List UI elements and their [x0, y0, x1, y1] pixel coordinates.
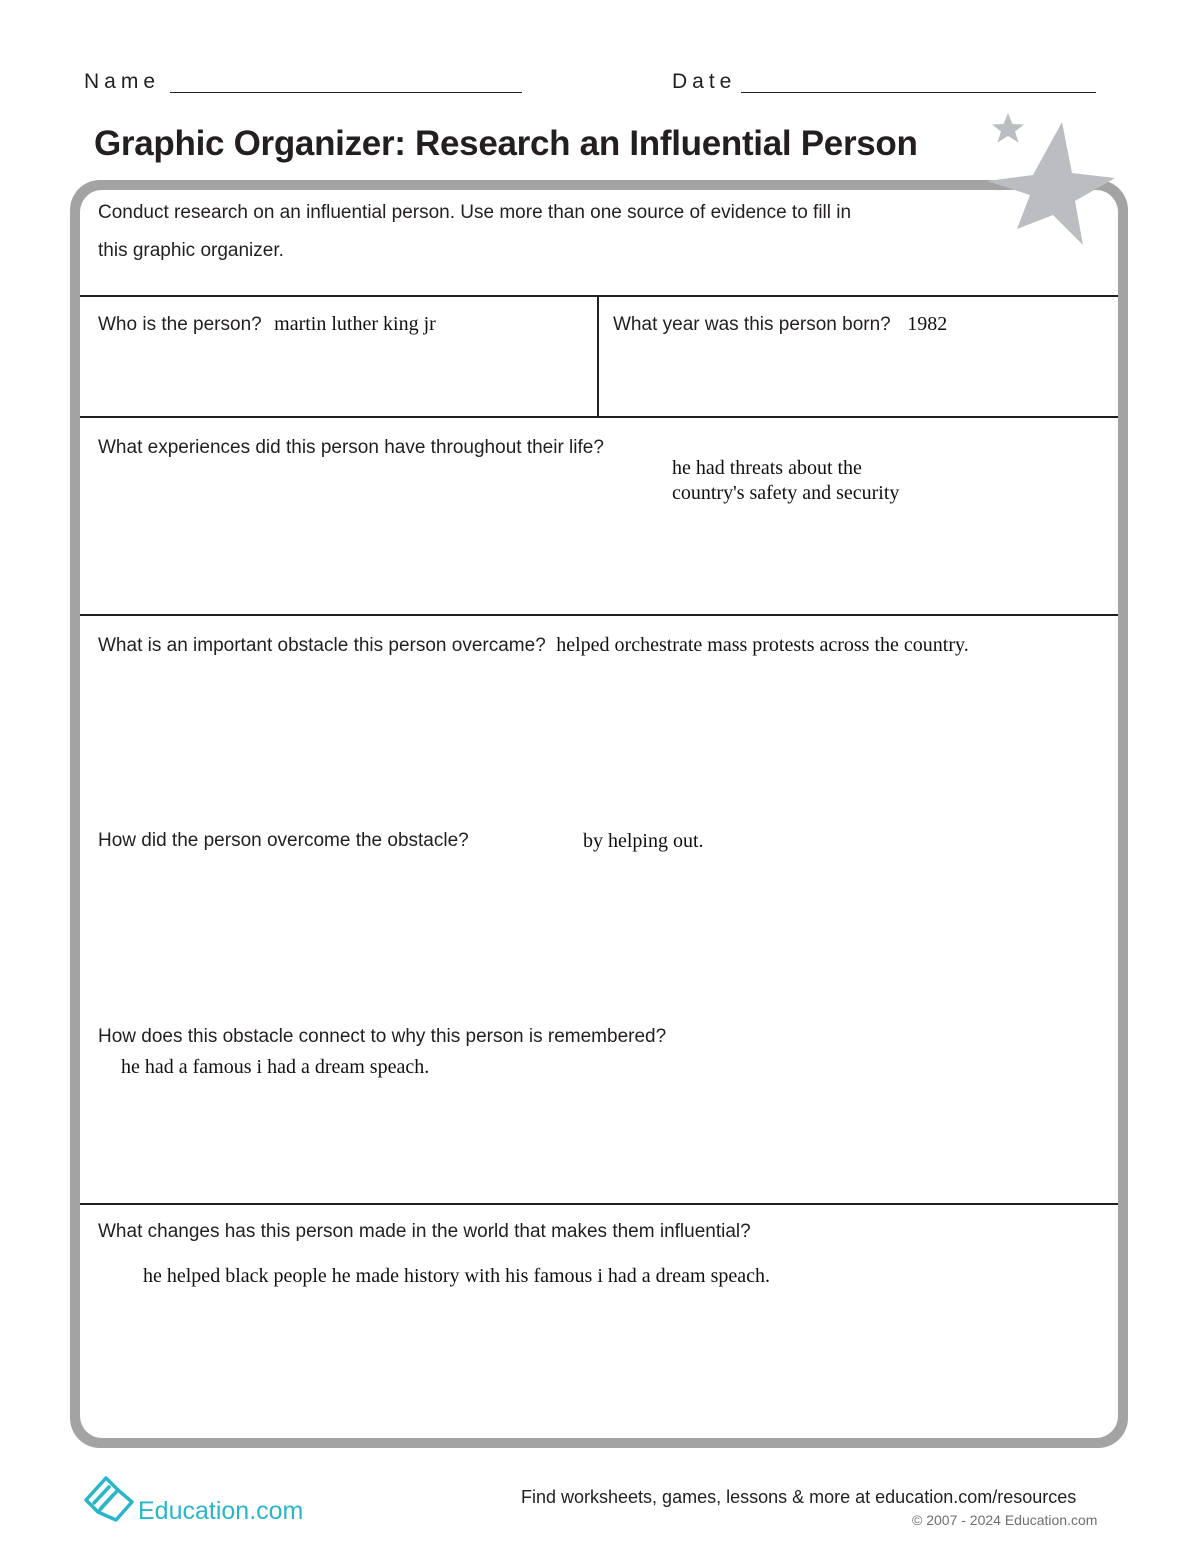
- instructions-line-1: Conduct research on an influential person. Use more than one source of evidence to fill in: [98, 202, 852, 223]
- experiences-answer-line-1: he had threats about the: [672, 457, 862, 479]
- name-label: Name: [84, 70, 161, 93]
- who-prompt: Who is the person?: [98, 314, 262, 335]
- born-section[interactable]: [613, 313, 947, 336]
- divider: [80, 416, 1118, 418]
- brand-name[interactable]: Education.com: [138, 1497, 304, 1525]
- experiences-answer-line-2: country's safety and security: [672, 482, 900, 504]
- divider: [597, 296, 599, 417]
- divider: [80, 295, 1118, 297]
- changes-prompt: What changes has this person made in the world that makes them influential?: [98, 1221, 751, 1242]
- who-answer: martin luther king jr: [274, 313, 436, 335]
- changes-answer: he helped black people he made history with his famous i had a dream speach.: [143, 1265, 771, 1287]
- copyright: © 2007 - 2024 Education.com: [912, 1512, 1098, 1528]
- obstacle-answer: helped orchestrate mass protests across the country.: [556, 634, 969, 656]
- date-label: Date: [672, 70, 737, 93]
- overcome-answer: by helping out.: [583, 830, 704, 852]
- obstacle-prompt: What is an important obstacle this person overcame?: [98, 635, 546, 656]
- divider: [80, 1203, 1118, 1205]
- large-star-icon: [987, 122, 1115, 245]
- organizer-body: [80, 190, 1118, 1438]
- divider: [80, 614, 1118, 616]
- name-field[interactable]: [170, 92, 522, 93]
- star-icon-group: [975, 105, 1135, 255]
- born-prompt: What year was this person born?: [613, 314, 891, 335]
- page-title: Graphic Organizer: Research an Influential Person: [94, 124, 918, 163]
- instructions-line-2: this graphic organizer.: [98, 240, 284, 261]
- who-section[interactable]: [98, 313, 436, 336]
- connect-prompt: How does this obstacle connect to why this person is remembered?: [98, 1026, 667, 1047]
- experiences-prompt: What experiences did this person have throughout their life?: [98, 437, 604, 458]
- overcome-prompt: How did the person overcome the obstacle?: [98, 830, 469, 851]
- small-star-icon: [992, 113, 1024, 143]
- born-answer: 1982: [907, 313, 948, 335]
- date-field[interactable]: [741, 92, 1096, 93]
- footer-tagline[interactable]: Find worksheets, games, lessons & more at education.com/resources: [521, 1487, 1077, 1507]
- education-logo-icon: [82, 1470, 136, 1528]
- obstacle-section[interactable]: [98, 634, 969, 657]
- connect-answer: he had a famous i had a dream speach.: [121, 1056, 430, 1078]
